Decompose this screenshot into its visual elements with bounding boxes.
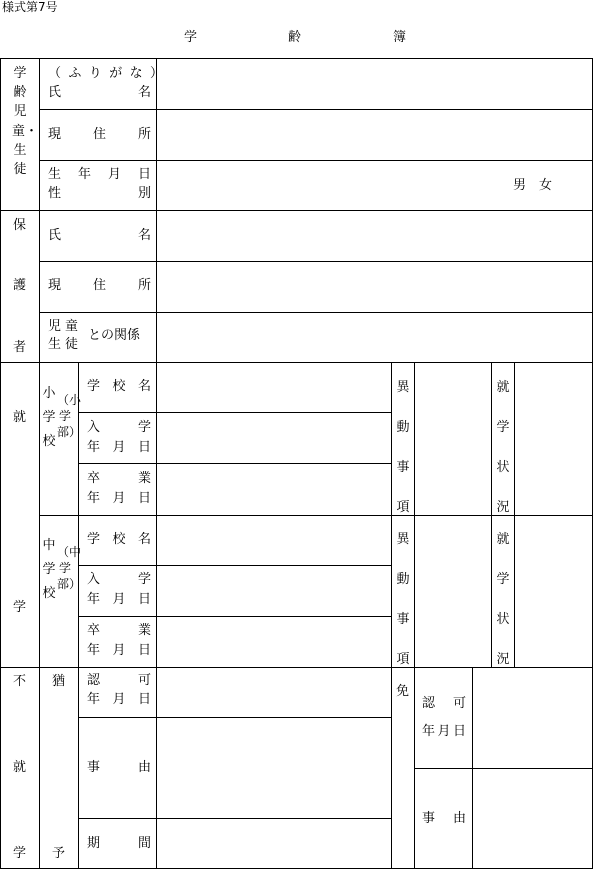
- furigana-label: （ふりがな）: [48, 66, 171, 81]
- approval-line1: 認可: [87, 673, 151, 688]
- elementary-paren: （小学部）: [57, 393, 82, 439]
- junior-school-name-label: 学校名: [87, 532, 151, 547]
- junior-grad-line2: 年月日: [87, 643, 151, 658]
- relation-suffix: との関係: [88, 328, 141, 343]
- guardian-label-2: 護: [13, 278, 27, 293]
- guardian-name-label: 氏名: [48, 228, 151, 243]
- elementary-school-name-label: 学校名: [87, 379, 151, 394]
- exempt-reason-label: 事由: [422, 811, 466, 826]
- child-name-label: 氏名: [48, 85, 151, 100]
- exemption-label: 免: [396, 684, 410, 699]
- elementary-transfer-label: 異動事項: [396, 380, 410, 515]
- junior-entry-line1: 入学: [87, 572, 151, 587]
- elementary-status-label: 就学状況: [496, 380, 510, 515]
- relation-prefix: 児童 生徒: [48, 319, 83, 352]
- enrollment-label-2: 学: [13, 600, 27, 615]
- postponement-label-2: 予: [52, 846, 66, 861]
- form-number: 様式第7号: [2, 0, 58, 14]
- reason-label: 事由: [87, 760, 151, 775]
- child-address-label: 現住所: [48, 127, 151, 142]
- elementary-entry-line2: 年月日: [87, 440, 151, 455]
- exempt-approval-line1: 認可: [422, 696, 466, 711]
- guardian-label-3: 者: [13, 340, 27, 355]
- title-char-2: 齢: [288, 30, 302, 45]
- elementary-grad-line1: 卒業: [87, 471, 151, 486]
- postponement-label-1: 猶: [52, 674, 66, 689]
- guardian-address-label: 現住所: [48, 278, 151, 293]
- elementary-label: 小学校: [42, 386, 56, 449]
- elementary-entry-line1: 入学: [87, 420, 151, 435]
- junior-label: 中学校: [42, 538, 56, 601]
- junior-entry-line2: 年月日: [87, 592, 151, 607]
- sex-options: 男 女: [513, 178, 553, 193]
- enrollment-label-1: 就: [13, 410, 27, 425]
- junior-grad-line1: 卒業: [87, 623, 151, 638]
- child-dob-label: 生年月日: [48, 167, 151, 182]
- child-group-label: 学齢児童・生徒: [12, 66, 39, 178]
- exempt-approval-line2: 年月日: [422, 724, 466, 739]
- non-enrollment-label-3: 学: [13, 846, 27, 861]
- junior-status-label: 就学状況: [496, 532, 510, 667]
- title-char-1: 学: [184, 30, 198, 45]
- elementary-grad-line2: 年月日: [87, 491, 151, 506]
- approval-line2: 年月日: [87, 692, 151, 707]
- non-enrollment-label-1: 不: [13, 674, 27, 689]
- junior-paren: （中学部）: [57, 545, 82, 591]
- title-char-3: 簿: [393, 30, 407, 45]
- non-enrollment-label-2: 就: [13, 760, 27, 775]
- child-sex-label: 性別: [48, 186, 151, 201]
- guardian-label-1: 保: [13, 218, 27, 233]
- period-label: 期間: [87, 836, 151, 851]
- junior-transfer-label: 異動事項: [396, 532, 410, 667]
